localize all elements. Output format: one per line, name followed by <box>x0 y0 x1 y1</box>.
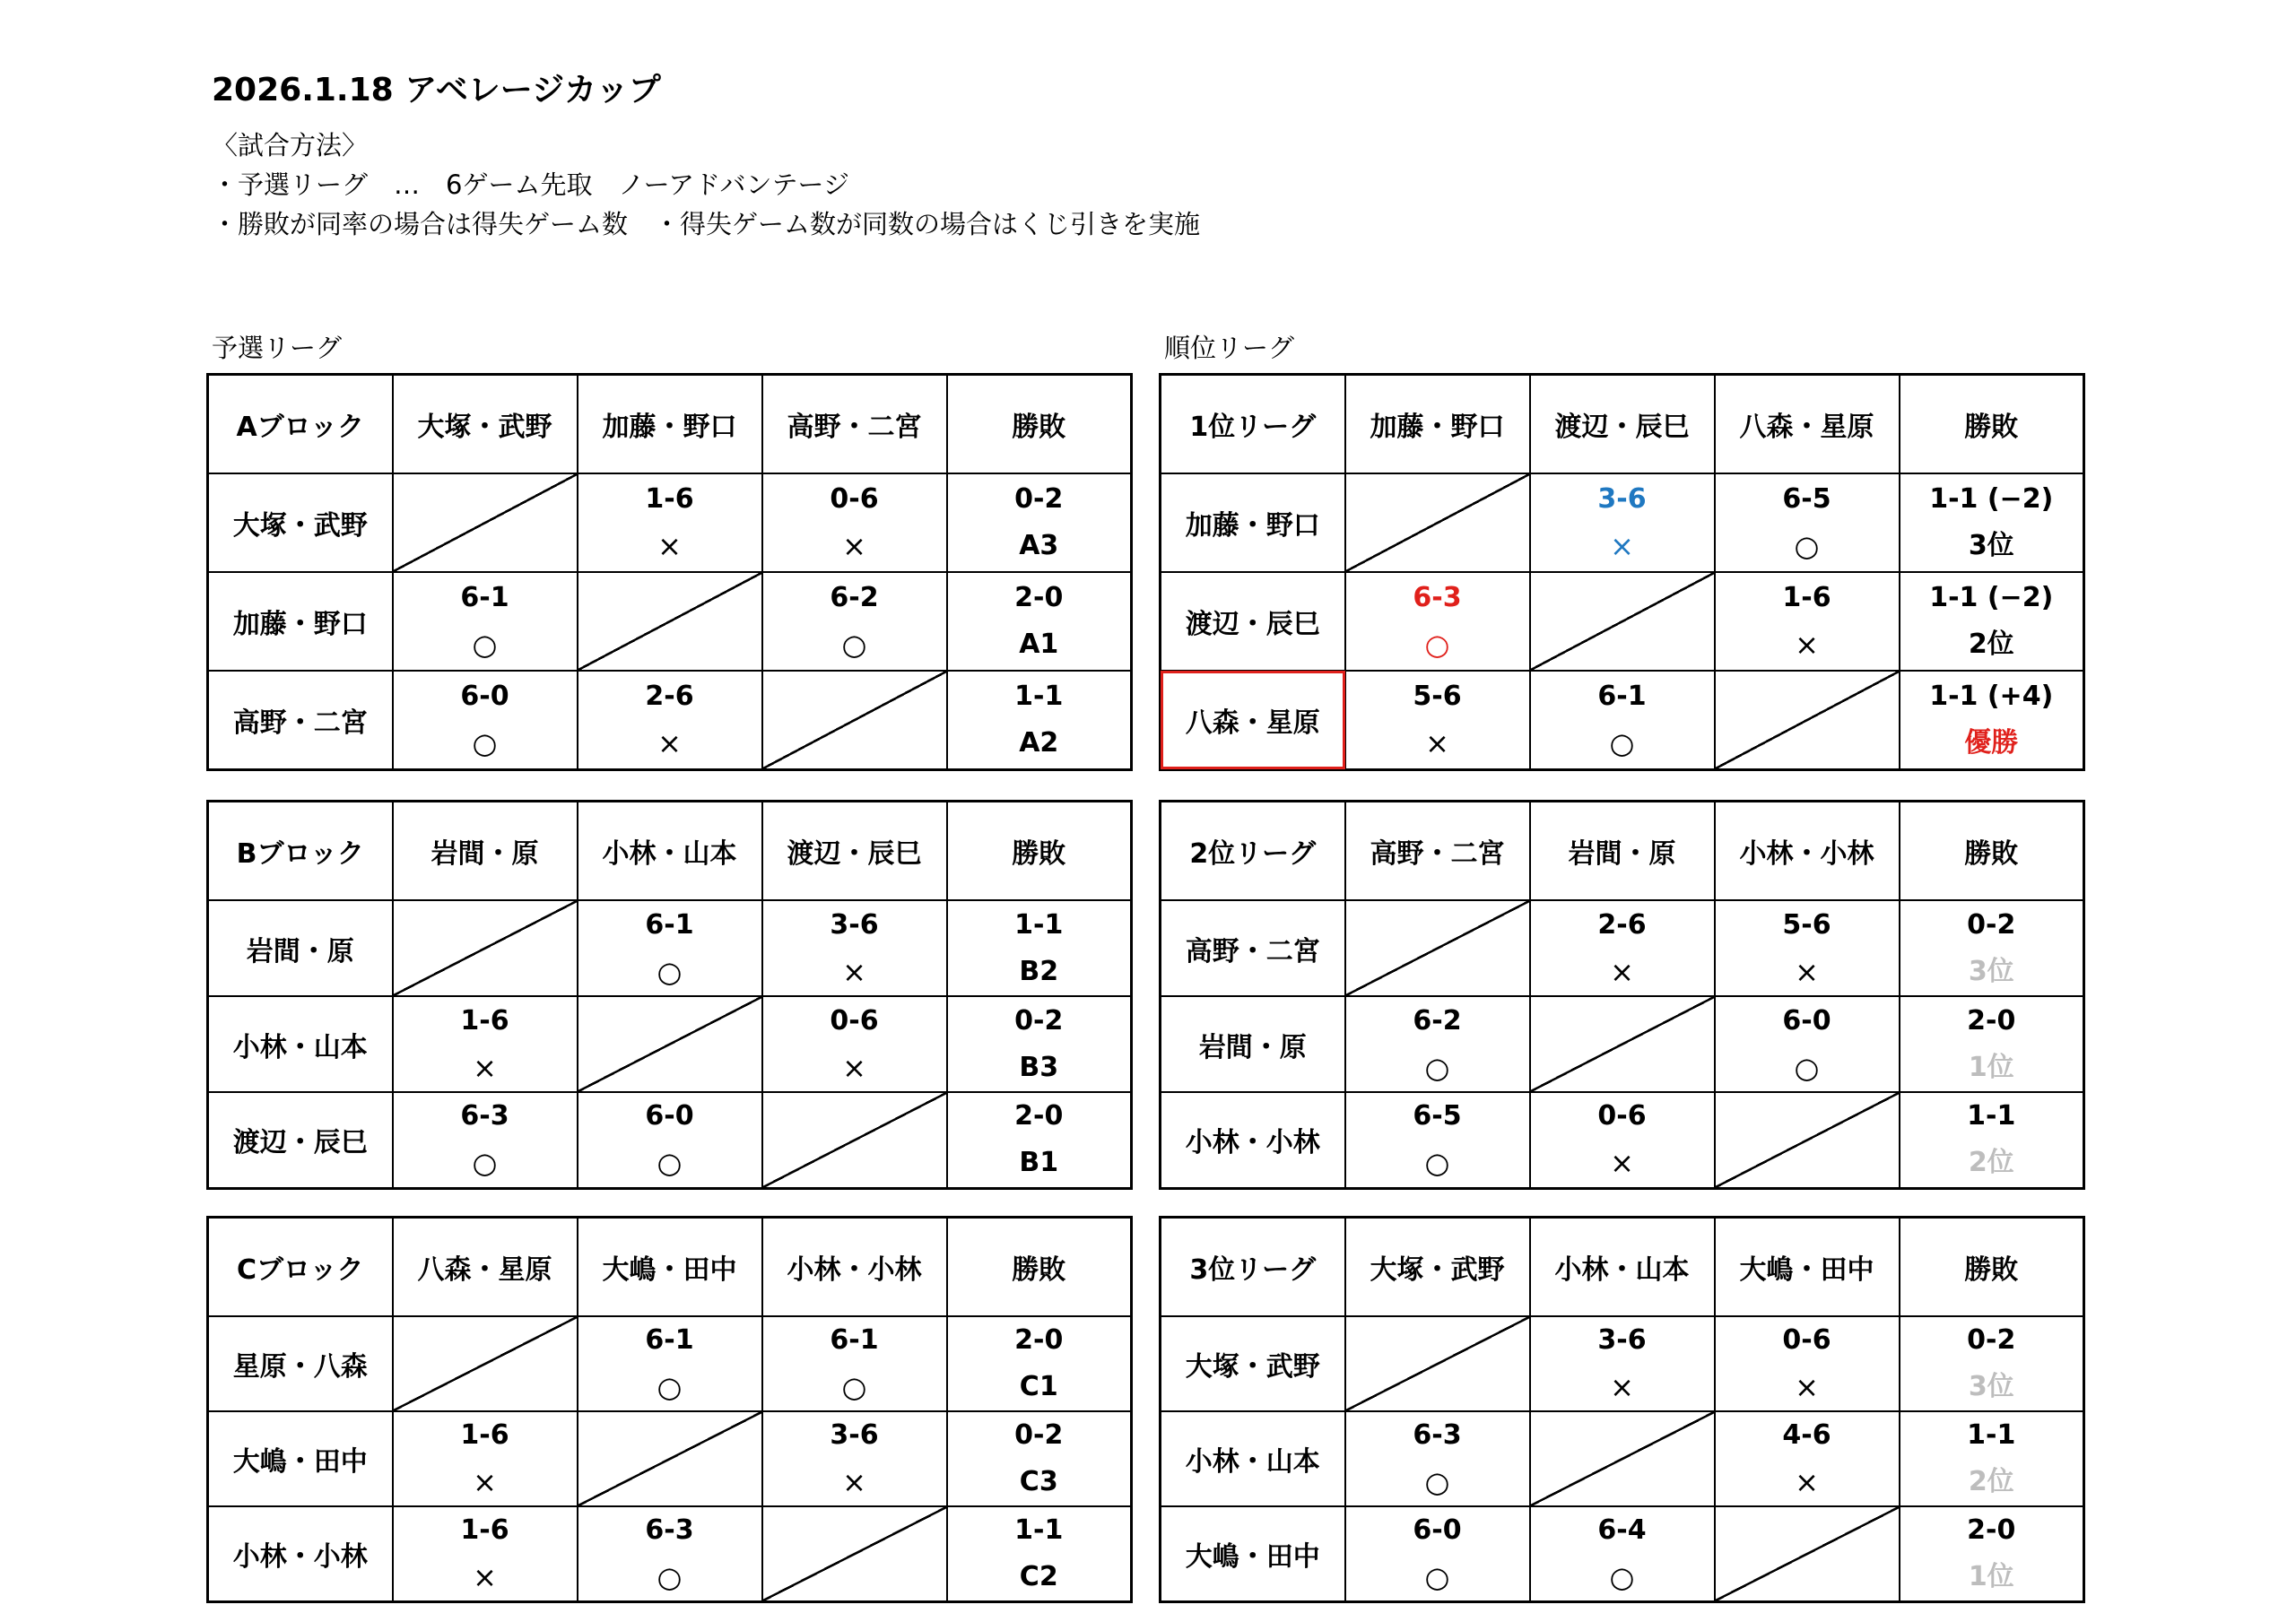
win-loss: 1-1 <box>1014 1514 1064 1546</box>
rank: C1 <box>1019 1371 1058 1402</box>
match-mark: ○ <box>1794 1050 1820 1085</box>
match-score: 6-4 <box>1597 1514 1647 1546</box>
match-mark: × <box>1610 1370 1634 1404</box>
diagonal-cell <box>578 572 762 671</box>
result-header: 勝敗 <box>947 375 1132 474</box>
match-mark: × <box>473 1465 497 1499</box>
table-title: 2位リーグ <box>1161 802 1345 901</box>
match-score: 6-1 <box>645 908 694 941</box>
win-loss: 2-0 <box>1967 1514 2016 1546</box>
table-row <box>1161 473 2084 572</box>
match-mark: ○ <box>472 725 498 760</box>
win-loss: 1-1 (−2) <box>1929 582 2054 613</box>
table-row <box>1161 572 2084 671</box>
rank: 1位 <box>1968 1051 2014 1083</box>
result-cell <box>1900 572 2084 671</box>
table-row <box>1161 1411 2084 1506</box>
team-name: 小林・小林 <box>208 1506 393 1602</box>
match-cell <box>1715 900 1900 996</box>
match-score: 0-6 <box>830 1004 879 1037</box>
match-mark: ○ <box>1424 1146 1450 1181</box>
result-cell <box>947 1411 1132 1506</box>
diagonal-cell <box>393 1316 578 1411</box>
match-mark: ○ <box>1609 1560 1635 1594</box>
team-column-header: 岩間・原 <box>1530 802 1715 901</box>
table-row <box>208 1411 1132 1506</box>
win-loss: 2-0 <box>1967 1004 2016 1037</box>
match-cell <box>1715 473 1900 572</box>
match-cell <box>1530 900 1715 996</box>
match-mark: ○ <box>657 1370 683 1404</box>
table-row <box>1161 1506 2084 1602</box>
match-cell <box>1715 1316 1900 1411</box>
match-mark: × <box>842 954 866 989</box>
match-mark: ○ <box>472 1146 498 1181</box>
rank: 2位 <box>1968 1147 2014 1179</box>
team-column-header: 小林・小林 <box>1715 802 1900 901</box>
section-label-prelim: 予選リーグ <box>212 333 343 363</box>
page-title: 2026.1.18 アベレージカップ <box>212 72 661 108</box>
rules-heading: 〈試合方法〉 <box>212 130 369 160</box>
result-cell <box>1900 1506 2084 1602</box>
match-cell <box>1345 572 1530 671</box>
match-mark: ○ <box>1424 1560 1450 1594</box>
team-name: 岩間・原 <box>208 900 393 996</box>
diagonal-cell <box>762 1092 947 1188</box>
result-cell <box>947 671 1132 769</box>
match-score: 2-6 <box>645 680 694 712</box>
match-mark: × <box>842 1050 866 1085</box>
table-title: Cブロック <box>208 1218 393 1317</box>
result-cell <box>947 900 1132 996</box>
team-column-header: 大嶋・田中 <box>578 1218 762 1317</box>
team-column-header: 加藤・野口 <box>578 375 762 474</box>
team-name: 小林・山本 <box>1161 1411 1345 1506</box>
win-loss: 1-1 <box>1014 680 1064 712</box>
match-mark: × <box>1610 954 1634 989</box>
match-mark: × <box>473 1050 497 1085</box>
match-cell <box>1345 671 1530 769</box>
diagonal-cell <box>1530 572 1715 671</box>
diagonal-cell <box>578 1411 762 1506</box>
match-score: 3-6 <box>1597 483 1647 515</box>
match-score: 3-6 <box>830 908 879 941</box>
match-cell <box>762 1411 947 1506</box>
match-mark: ○ <box>1794 529 1820 563</box>
team-column-header: 八森・星原 <box>393 1218 578 1317</box>
match-cell <box>1715 1411 1900 1506</box>
team-name: 高野・二宮 <box>1161 900 1345 996</box>
match-cell <box>393 671 578 769</box>
match-cell <box>762 900 947 996</box>
match-mark: ○ <box>1424 628 1450 662</box>
match-score: 6-0 <box>1782 1004 1831 1037</box>
team-name: 渡辺・辰巳 <box>208 1092 393 1188</box>
result-cell <box>1900 900 2084 996</box>
result-cell <box>1900 996 2084 1092</box>
diagonal-cell <box>1715 671 1900 769</box>
rank: 優勝 <box>1964 726 2019 759</box>
match-cell <box>1530 1506 1715 1602</box>
result-cell <box>947 1092 1132 1188</box>
table-row <box>208 1316 1132 1411</box>
table-row <box>1161 900 2084 996</box>
match-mark: × <box>1795 628 1819 662</box>
table-row <box>1161 1316 2084 1411</box>
win-loss: 2-0 <box>1014 1100 1064 1132</box>
match-mark: × <box>1795 1370 1819 1404</box>
match-mark: × <box>1610 529 1634 563</box>
result-cell <box>1900 1092 2084 1188</box>
diagonal-cell <box>578 996 762 1092</box>
result-cell <box>947 473 1132 572</box>
table-row <box>208 572 1132 671</box>
match-score: 6-2 <box>830 582 879 613</box>
match-mark: × <box>1425 725 1449 760</box>
match-mark: × <box>473 1560 497 1594</box>
match-score: 6-0 <box>645 1100 694 1132</box>
result-cell <box>947 1316 1132 1411</box>
team-column-header: 小林・山本 <box>1530 1218 1715 1317</box>
win-loss: 1-1 <box>1967 1100 2016 1132</box>
team-name: 小林・山本 <box>208 996 393 1092</box>
table-title: Aブロック <box>208 375 393 474</box>
match-cell <box>578 1316 762 1411</box>
team-column-header: 岩間・原 <box>393 802 578 901</box>
match-cell <box>393 1411 578 1506</box>
team-column-header: 大嶋・田中 <box>1715 1218 1900 1317</box>
league-table-b <box>206 800 1133 1190</box>
team-column-header: 渡辺・辰巳 <box>762 802 947 901</box>
match-score: 6-1 <box>830 1324 879 1356</box>
table-title: 1位リーグ <box>1161 375 1345 474</box>
league-table-r1 <box>1159 373 2085 771</box>
match-cell <box>762 473 947 572</box>
match-score: 3-6 <box>1597 1324 1647 1356</box>
match-score: 2-6 <box>1597 908 1647 941</box>
match-score: 6-0 <box>1413 1514 1462 1546</box>
match-score: 3-6 <box>830 1419 879 1451</box>
diagonal-cell <box>393 900 578 996</box>
league-table-r2 <box>1159 800 2085 1190</box>
rank: 2位 <box>1968 629 2014 660</box>
rank: B1 <box>1019 1147 1059 1179</box>
match-score: 5-6 <box>1413 680 1462 712</box>
rank: B2 <box>1019 955 1059 987</box>
win-loss: 1-1 <box>1967 1419 2016 1451</box>
match-cell <box>762 1316 947 1411</box>
match-cell <box>393 1506 578 1602</box>
team-column-header: 加藤・野口 <box>1345 375 1530 474</box>
table-title: Bブロック <box>208 802 393 901</box>
win-loss: 0-2 <box>1014 1004 1064 1037</box>
match-cell <box>1530 1092 1715 1188</box>
team-column-header: 高野・二宮 <box>762 375 947 474</box>
win-loss: 0-2 <box>1967 1324 2016 1356</box>
match-mark: × <box>657 725 682 760</box>
match-score: 1-6 <box>645 483 694 515</box>
match-score: 6-3 <box>460 1100 509 1132</box>
match-cell <box>1530 1316 1715 1411</box>
table-row <box>1161 671 2084 769</box>
rank: 1位 <box>1968 1561 2014 1592</box>
win-loss: 0-2 <box>1014 1419 1064 1451</box>
table-row <box>208 671 1132 769</box>
match-cell <box>578 671 762 769</box>
rank: B3 <box>1019 1051 1059 1083</box>
match-cell <box>1345 1092 1530 1188</box>
team-column-header: 大塚・武野 <box>1345 1218 1530 1317</box>
match-mark: × <box>657 529 682 563</box>
match-score: 6-3 <box>1413 582 1462 613</box>
result-header: 勝敗 <box>947 802 1132 901</box>
win-loss: 0-2 <box>1967 908 2016 941</box>
match-score: 6-5 <box>1413 1100 1462 1132</box>
win-loss: 2-0 <box>1014 582 1064 613</box>
diagonal-cell <box>1345 1316 1530 1411</box>
rank: C3 <box>1019 1466 1058 1497</box>
match-score: 1-6 <box>1782 582 1831 613</box>
team-name: 高野・二宮 <box>208 671 393 769</box>
match-mark: ○ <box>841 628 867 662</box>
result-cell <box>947 996 1132 1092</box>
match-cell <box>1345 996 1530 1092</box>
team-name: 大嶋・田中 <box>1161 1506 1345 1602</box>
team-name: 加藤・野口 <box>208 572 393 671</box>
rank: 3位 <box>1968 530 2014 561</box>
match-score: 6-1 <box>1597 680 1647 712</box>
result-cell <box>1900 1411 2084 1506</box>
result-header: 勝敗 <box>1900 802 2084 901</box>
match-mark: × <box>1795 954 1819 989</box>
team-column-header: 小林・小林 <box>762 1218 947 1317</box>
table-row <box>208 900 1132 996</box>
win-loss: 1-1 (−2) <box>1929 483 2054 515</box>
team-name: 岩間・原 <box>1161 996 1345 1092</box>
match-mark: × <box>842 1465 866 1499</box>
table-row <box>208 473 1132 572</box>
win-loss: 1-1 <box>1014 908 1064 941</box>
match-score: 6-3 <box>1413 1419 1462 1451</box>
result-header: 勝敗 <box>1900 375 2084 474</box>
team-name: 大嶋・田中 <box>208 1411 393 1506</box>
team-name: 八森・星原 <box>1161 671 1345 769</box>
table-row <box>208 1092 1132 1188</box>
match-score: 6-2 <box>1413 1004 1462 1037</box>
rank: 2位 <box>1968 1466 2014 1497</box>
result-cell <box>1900 671 2084 769</box>
match-mark: ○ <box>1424 1050 1450 1085</box>
diagonal-cell <box>1715 1092 1900 1188</box>
win-loss: 2-0 <box>1014 1324 1064 1356</box>
result-cell <box>947 572 1132 671</box>
match-cell <box>1345 1506 1530 1602</box>
match-mark: × <box>1610 1146 1634 1181</box>
match-score: 4-6 <box>1782 1419 1831 1451</box>
match-cell <box>1715 996 1900 1092</box>
table-title: 3位リーグ <box>1161 1218 1345 1317</box>
match-cell <box>393 1092 578 1188</box>
table-row <box>208 996 1132 1092</box>
diagonal-cell <box>762 671 947 769</box>
win-loss: 0-2 <box>1014 483 1064 515</box>
match-cell <box>762 572 947 671</box>
win-loss: 1-1 (+4) <box>1929 680 2054 712</box>
diagonal-cell <box>1715 1506 1900 1602</box>
match-cell <box>1530 473 1715 572</box>
match-cell <box>1715 572 1900 671</box>
match-cell <box>1345 1411 1530 1506</box>
match-score: 1-6 <box>460 1419 509 1451</box>
match-cell <box>762 996 947 1092</box>
match-mark: ○ <box>472 628 498 662</box>
team-name: 渡辺・辰巳 <box>1161 572 1345 671</box>
match-cell <box>1530 671 1715 769</box>
match-mark: ○ <box>1609 725 1635 760</box>
team-column-header: 高野・二宮 <box>1345 802 1530 901</box>
rank: C2 <box>1019 1561 1058 1592</box>
section-label-ranking: 順位リーグ <box>1164 333 1295 363</box>
match-cell <box>578 1506 762 1602</box>
team-name: 小林・小林 <box>1161 1092 1345 1188</box>
match-mark: ○ <box>657 1560 683 1594</box>
diagonal-cell <box>393 473 578 572</box>
team-name: 加藤・野口 <box>1161 473 1345 572</box>
table-row <box>1161 1092 2084 1188</box>
team-name: 大塚・武野 <box>1161 1316 1345 1411</box>
result-header: 勝敗 <box>1900 1218 2084 1317</box>
match-mark: ○ <box>657 954 683 989</box>
rank: A1 <box>1019 629 1059 660</box>
diagonal-cell <box>762 1506 947 1602</box>
match-mark: ○ <box>841 1370 867 1404</box>
match-score: 6-3 <box>645 1514 694 1546</box>
match-score: 6-0 <box>460 680 509 712</box>
match-score: 5-6 <box>1782 908 1831 941</box>
match-cell <box>578 473 762 572</box>
diagonal-cell <box>1530 996 1715 1092</box>
match-score: 6-1 <box>645 1324 694 1356</box>
team-column-header: 渡辺・辰巳 <box>1530 375 1715 474</box>
team-column-header: 八森・星原 <box>1715 375 1900 474</box>
team-name: 大塚・武野 <box>208 473 393 572</box>
match-score: 0-6 <box>1782 1324 1831 1356</box>
rank: A3 <box>1019 530 1059 561</box>
table-row <box>208 1506 1132 1602</box>
diagonal-cell <box>1530 1411 1715 1506</box>
league-table-c <box>206 1216 1133 1603</box>
result-header: 勝敗 <box>947 1218 1132 1317</box>
league-table-r3 <box>1159 1216 2085 1603</box>
match-mark: × <box>1795 1465 1819 1499</box>
match-mark: ○ <box>1424 1465 1450 1499</box>
match-score: 0-6 <box>830 483 879 515</box>
result-cell <box>1900 1316 2084 1411</box>
rank: 3位 <box>1968 955 2014 987</box>
match-score: 6-1 <box>460 582 509 613</box>
match-score: 0-6 <box>1597 1100 1647 1132</box>
match-cell <box>393 996 578 1092</box>
team-name: 星原・八森 <box>208 1316 393 1411</box>
rules-line-2: ・勝敗が同率の場合は得失ゲーム数 ・得失ゲーム数が同数の場合はくじ引きを実施 <box>212 209 1201 239</box>
match-score: 6-5 <box>1782 483 1831 515</box>
rank: 3位 <box>1968 1371 2014 1402</box>
rank: A2 <box>1019 726 1059 759</box>
table-row <box>1161 996 2084 1092</box>
team-column-header: 小林・山本 <box>578 802 762 901</box>
diagonal-cell <box>1345 900 1530 996</box>
match-mark: × <box>842 529 866 563</box>
match-cell <box>578 900 762 996</box>
league-table-a <box>206 373 1133 771</box>
match-score: 1-6 <box>460 1514 509 1546</box>
team-column-header: 大塚・武野 <box>393 375 578 474</box>
match-mark: ○ <box>657 1146 683 1181</box>
match-cell <box>393 572 578 671</box>
match-score: 1-6 <box>460 1004 509 1037</box>
rules-line-1: ・予選リーグ … 6ゲーム先取 ノーアドバンテージ <box>212 169 849 200</box>
diagonal-cell <box>1345 473 1530 572</box>
result-cell <box>1900 473 2084 572</box>
result-cell <box>947 1506 1132 1602</box>
match-cell <box>578 1092 762 1188</box>
